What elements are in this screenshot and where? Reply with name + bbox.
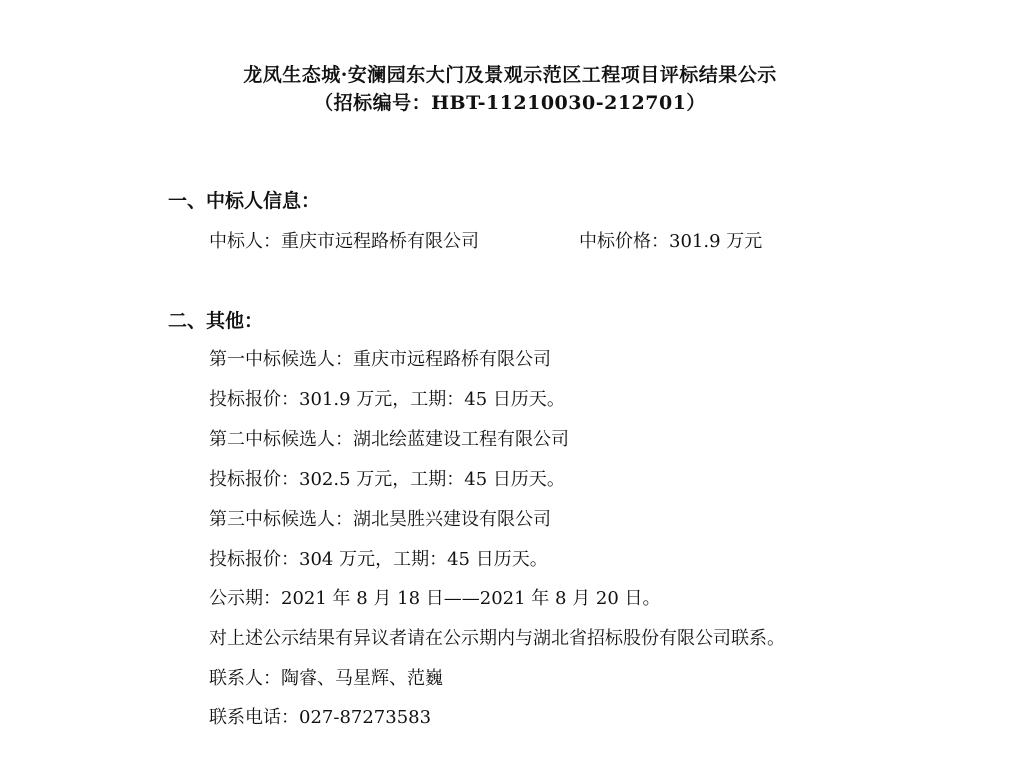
contact-phone: 联系电话：027-87273583: [209, 707, 432, 728]
publicity-period: 公示期：2021 年 8 月 18 日——2021 年 8 月 20 日。: [209, 588, 661, 609]
first-candidate: 第一中标候选人：重庆市远程路桥有限公司: [209, 349, 551, 370]
winner-row: [209, 229, 763, 255]
section-heading-other: 二、其他：: [168, 310, 264, 332]
objection-notice: 对上述公示结果有异议者请在公示期内与湖北省招标股份有限公司联系。: [209, 628, 785, 649]
second-candidate-bid: 投标报价：302.5 万元，工期：45 日历天。: [209, 469, 565, 490]
tender-number: （招标编号：HBT-11210030-212701）: [314, 92, 706, 114]
first-candidate-bid: 投标报价：301.9 万元，工期：45 日历天。: [209, 389, 565, 410]
second-candidate: 第二中标候选人：湖北绘蓝建设工程有限公司: [209, 429, 569, 450]
third-candidate: 第三中标候选人：湖北昊胜兴建设有限公司: [209, 509, 551, 530]
winner-name: 中标人：重庆市远程路桥有限公司: [209, 231, 479, 252]
winning-price: 中标价格：301.9 万元: [579, 231, 763, 252]
section-heading-winner-info: 一、中标人信息：: [168, 190, 321, 212]
third-candidate-bid: 投标报价：304 万元，工期：45 日历天。: [209, 549, 548, 570]
document-title: 龙凤生态城·安澜园东大门及景观示范区工程项目评标结果公示: [243, 64, 777, 86]
contact-persons: 联系人：陶睿、马星辉、范巍: [209, 668, 443, 689]
